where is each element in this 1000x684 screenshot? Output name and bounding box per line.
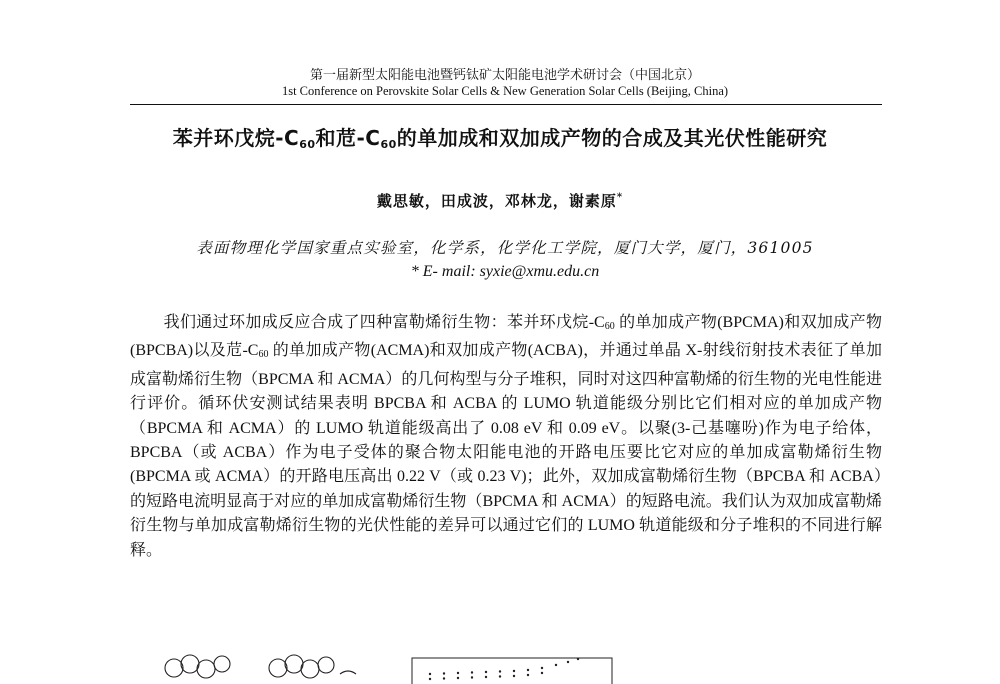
title-part-2: 和苊-C <box>315 126 381 150</box>
corresponding-mark: * <box>616 192 624 203</box>
jv-curve-figure <box>410 648 620 684</box>
contact-email: * E- mail: syxie@xmu.edu.cn <box>410 263 600 280</box>
abstract-body <box>130 311 882 563</box>
molecule-structure-figure <box>160 650 360 684</box>
conference-title-en: 1st Conference on Perovskite Solar Cells & New Generation Solar Cells (Beijing, China) <box>281 84 729 98</box>
title-part-3: 的单加成和双加成产物的合成及其光伏性能研究 <box>396 126 828 150</box>
conference-title-cn: 第一届新型太阳能电池暨钙钛矿太阳能电池学术研讨会（中国北京） <box>309 68 700 83</box>
title-subscript-1: 60 <box>299 138 316 151</box>
abstract-subscript-2: 60 <box>258 349 269 361</box>
author-list <box>0 187 1000 212</box>
abstract-subscript-1: 60 <box>604 321 615 332</box>
abstract-segment-3: 的单加成产物(ACMA)和双加成产物(ACBA)，并通过单晶 X-射线衍射技术表征了单加成富勒烯衍生物（BPCMA 和 ACMA）的几何构型与分子堆积，同时对这四种富勒烯的衍生物的光电性能进行评价。循环伏安测试结果表明 BPCBA 和 ACBA 的 LUMO 轨道能级分别比它们相对应的单加成产物（BPCMA 和 ACMA）的 LUMO 轨道能级高出了 0.08 eV 和 0.09 eV。以聚(3-己基噻吩)作为电子给体，BPCBA（或 ACBA）作为电子受体的聚合物太阳能电池的开路电压要比它对应的单加成富勒烯衍生物(BPCMA 或 ACMA）的开路电压高出 0.22 V（或 0.23 V)；此外，双加成富勒烯衍生物（BPCBA 和 ACBA）的短路电流明显高于对应的单加成富勒烯衍生物（BPCMA 和 ACMA）的短路电流。我们认为双加成富勒烯衍生物与单加成富勒烯衍生物的光伏性能的差异可以通过它们的 LUMO 轨道能级和分子堆积的不同进行解释。 <box>130 342 882 559</box>
conference-header <box>130 68 880 99</box>
title-part-1: 苯并环戊烷-C <box>172 126 300 150</box>
affiliation: 表面物理化学国家重点实验室，化学系，化学化工学院，厦门大学，厦门，361005 <box>196 239 814 257</box>
author-names: 戴思敏，田成波，邓林龙，谢素原 <box>376 192 617 210</box>
title-subscript-2: 60 <box>380 138 397 151</box>
abstract-segment-2: 的单加成产物(BPCMA)和双加成产物(BPCBA)以及苊-C <box>130 314 882 360</box>
paper-title <box>0 124 1000 159</box>
abstract-segment-1: 我们通过环加成反应合成了四种富勒烯衍生物：苯并环戊烷-C <box>163 314 605 331</box>
header-divider <box>130 104 882 105</box>
